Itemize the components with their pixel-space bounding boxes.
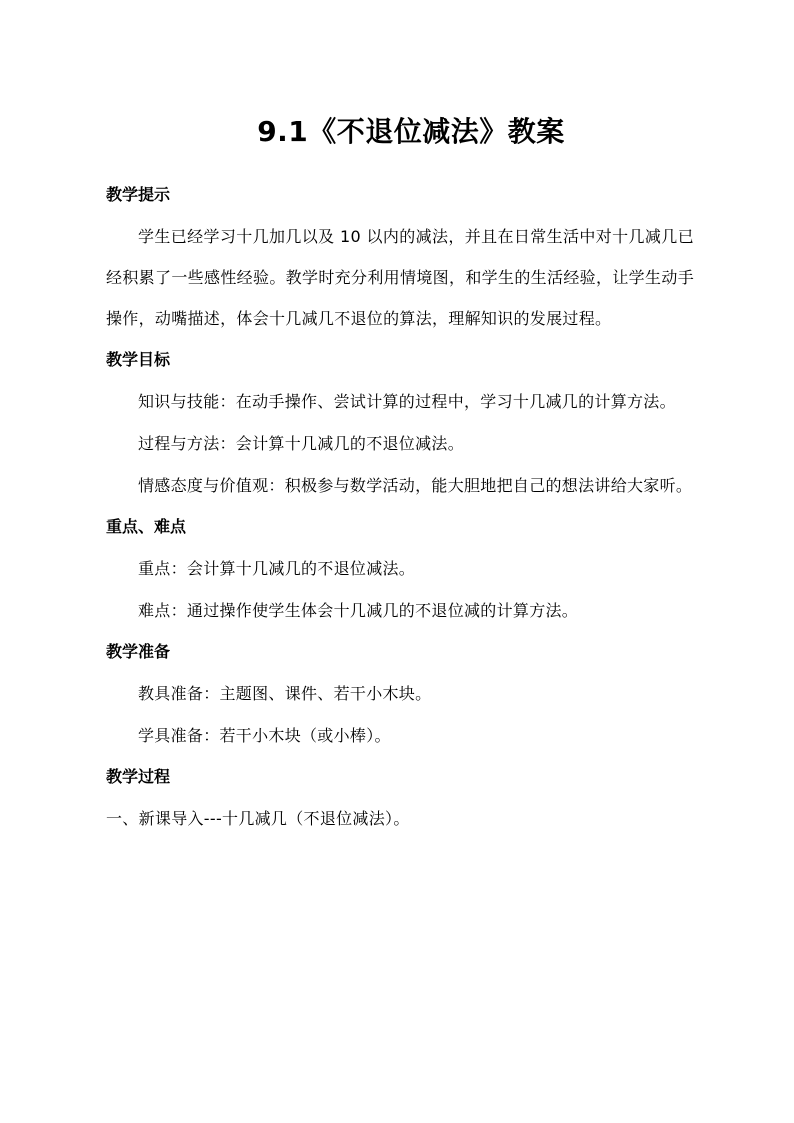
section-heading-procedure: 教学过程 <box>106 767 171 786</box>
student-preparation-paragraph: 学具准备：若干小木块（或小棒）。 <box>138 726 391 745</box>
document-body <box>106 183 694 848</box>
teacher-preparation-paragraph: 教具准备：主题图、课件、若干小木块。 <box>138 684 432 703</box>
tips-paragraph: 学生已经学习十几加几以及 10 以内的减法，并且在日常生活中对十几减几已经积累了一些感性经验。教学时充分利用情境图，和学生的生活经验，让学生动手操作，动嘴描述，体会十几减几不退位的算法，理解知识的发展过程。 <box>106 227 694 328</box>
goal-emotion-paragraph: 情感态度与价值观：积极参与数学活动，能大胆地把自己的想法讲给大家听。 <box>138 476 693 495</box>
key-point-paragraph: 重点：会计算十几减几的不退位减法。 <box>138 559 416 578</box>
section-heading-goals: 教学目标 <box>106 350 171 369</box>
procedure-step-1: 一、新课导入---十几减几（不退位减法）。 <box>106 809 410 828</box>
section-heading-preparation: 教学准备 <box>106 642 171 661</box>
section-heading-tips: 教学提示 <box>106 185 171 204</box>
section-heading-key-points: 重点、难点 <box>106 517 187 536</box>
goal-process-paragraph: 过程与方法：会计算十几减几的不退位减法。 <box>138 434 465 453</box>
goal-knowledge-paragraph: 知识与技能：在动手操作、尝试计算的过程中，学习十几减几的计算方法。 <box>138 392 676 411</box>
document-title: 9.1《不退位减法》教案 <box>257 115 565 148</box>
difficulty-paragraph: 难点：通过操作使学生体会十几减几的不退位减的计算方法。 <box>138 601 579 620</box>
